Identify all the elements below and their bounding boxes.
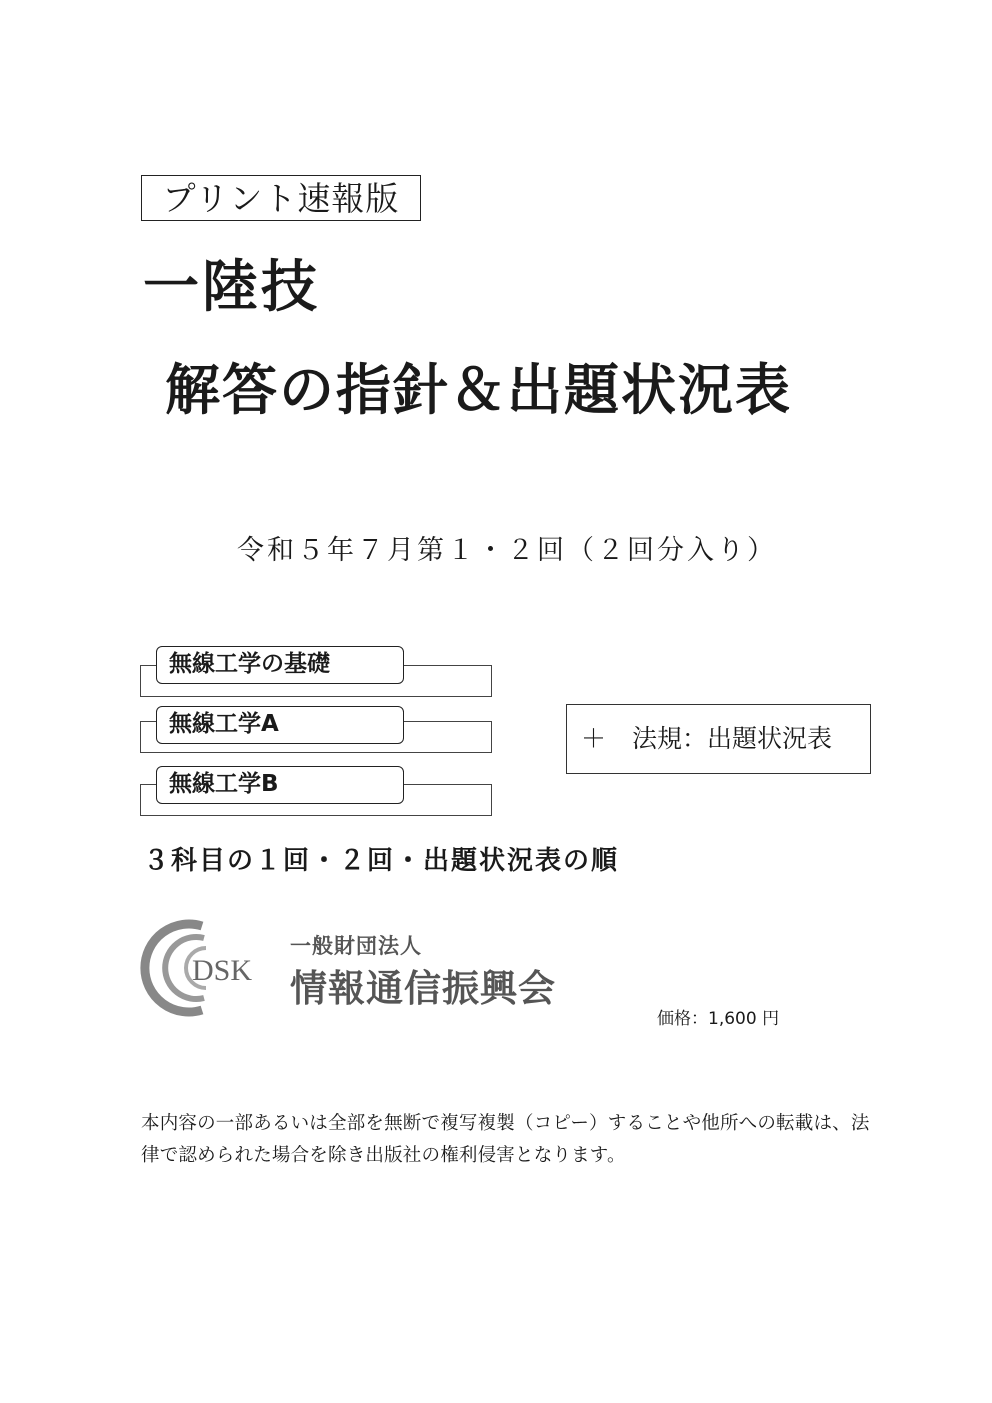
law-status-label: 法規：出題状況表 — [632, 724, 833, 753]
copyright-line: 律で認められた場合を除き出版社の権利侵害となります。 — [141, 1145, 626, 1166]
publisher-kind: 一般財団法人 — [290, 934, 422, 958]
dsk-ring-icon — [140, 918, 270, 1018]
copyright-line: 本内容の一部あるいは全部を無断で複写複製（コピー）することや他所への転載は、法 — [141, 1113, 870, 1134]
subject-tab-basics: 無線工学の基礎 — [156, 646, 404, 684]
subject-tab-engineering-b: 無線工学B — [156, 766, 404, 804]
price: 価格：1,600 円 — [657, 1009, 780, 1029]
edition-badge: プリント速報版 — [141, 175, 421, 221]
logo-text: DSK — [192, 954, 253, 987]
publisher-name: 情報通信振興会 — [290, 967, 556, 1010]
order-note: ３科目の１回・２回・出題状況表の順 — [143, 846, 620, 876]
copyright-notice — [141, 1108, 870, 1172]
subject-tab-engineering-a: 無線工学A — [156, 706, 404, 744]
publisher-logo — [140, 918, 270, 1018]
exam-title: 一陸技 — [143, 255, 320, 320]
main-title: 解答の指針＆出題状況表 — [165, 358, 793, 422]
plus-sign: ＋ — [581, 724, 607, 753]
session-line: 令和５年７月第１・２回（２回分入り） — [237, 535, 777, 566]
law-status-box — [566, 704, 871, 774]
